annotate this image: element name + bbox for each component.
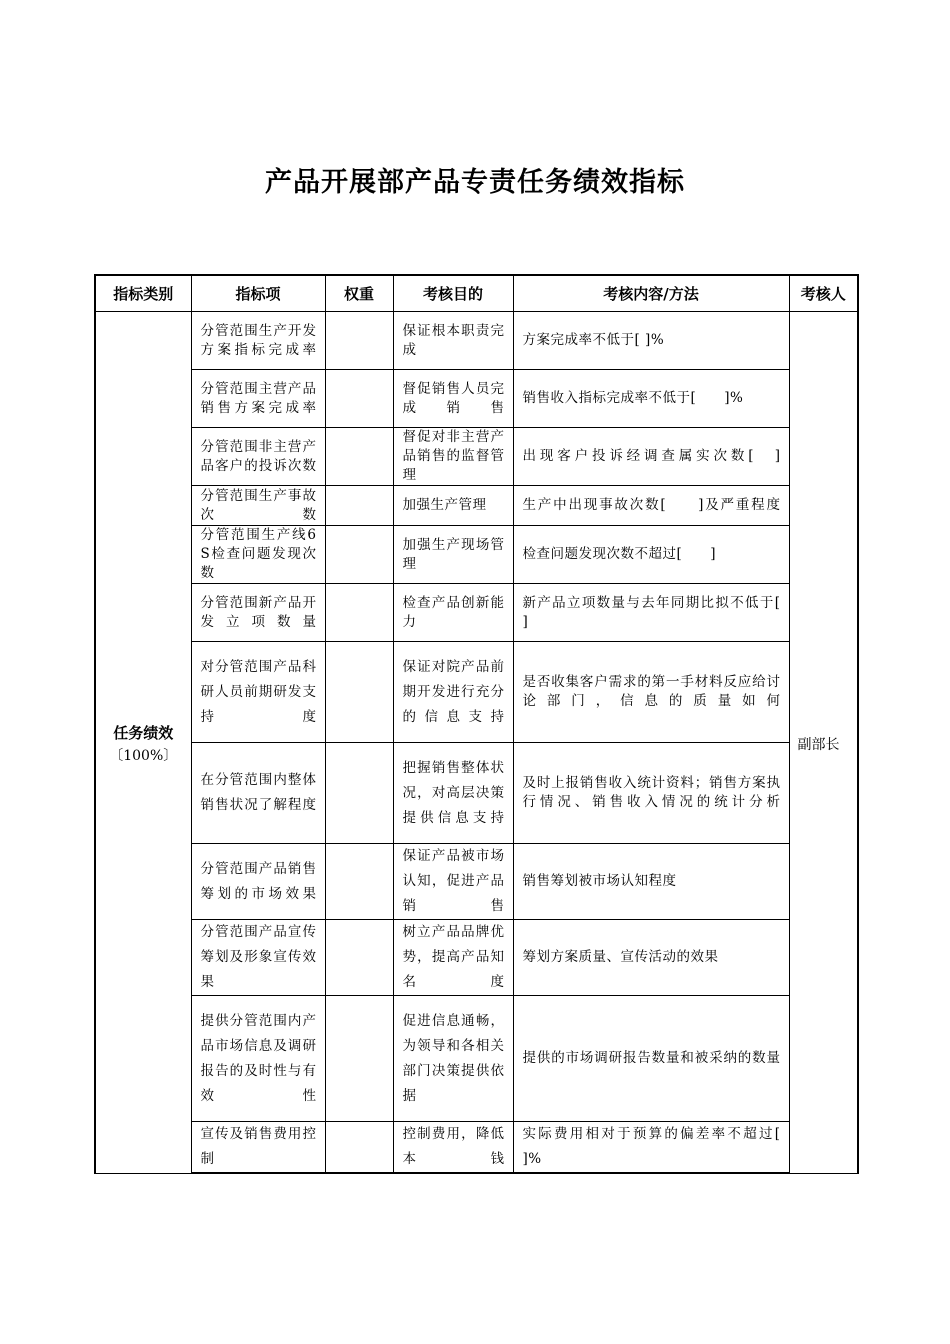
- indicator-item: 对分管范围产品科研人员前期研发支持度: [191, 642, 325, 743]
- table-row: [95, 486, 858, 526]
- table-row: [95, 370, 858, 428]
- assessment-purpose: 保证对院产品前期开发进行充分的信息支持: [393, 642, 513, 743]
- assessment-method: 销售收入指标完成率不低于[ ]%: [513, 370, 789, 428]
- weight-cell: [325, 584, 393, 642]
- indicator-item: 分管范围主营产品销售方案完成率: [191, 370, 325, 428]
- weight-cell: [325, 743, 393, 844]
- indicator-item: 分管范围产品宣传筹划及形象宣传效果: [191, 920, 325, 996]
- assessment-purpose: 督促销售人员完成销售: [393, 370, 513, 428]
- table-row: [95, 996, 858, 1122]
- assessment-purpose: 检查产品创新能力: [393, 584, 513, 642]
- indicator-item: 分管范围产品销售筹划的市场效果: [191, 844, 325, 920]
- indicator-item: 宣传及销售费用控制: [191, 1122, 325, 1174]
- assessor-cell: 副部长: [789, 312, 858, 1174]
- category-cell: [95, 312, 191, 1174]
- weight-cell: [325, 920, 393, 996]
- assessment-purpose: 促进信息通畅，为领导和各相关部门决策提供依据: [393, 996, 513, 1122]
- assessment-purpose: 督促对非主营产品销售的监督管理: [393, 428, 513, 486]
- header-method: 考核内容/方法: [513, 275, 789, 312]
- assessment-method: 销售筹划被市场认知程度: [513, 844, 789, 920]
- table-row: [95, 743, 858, 844]
- table-row: [95, 920, 858, 996]
- table-row: [95, 428, 858, 486]
- indicator-item: 分管范围新产品开发立项数量: [191, 584, 325, 642]
- table-row: [95, 844, 858, 920]
- header-purpose: 考核目的: [393, 275, 513, 312]
- category-name: 任务绩效: [113, 724, 174, 743]
- assessment-method: 筹划方案质量、宣传活动的效果: [513, 920, 789, 996]
- table-row: [95, 526, 858, 584]
- assessment-method: 生产中出现事故次数[ ]及严重程度: [513, 486, 789, 526]
- weight-cell: [325, 486, 393, 526]
- indicator-item: 分管范围生产事故次数: [191, 486, 325, 526]
- weight-cell: [325, 1122, 393, 1174]
- assessment-method: 新产品立项数量与去年同期比拟不低于[ ]: [513, 584, 789, 642]
- assessment-purpose: 加强生产管理: [393, 486, 513, 526]
- assessment-purpose: 树立产品品牌优势，提高产品知名度: [393, 920, 513, 996]
- indicator-item: 分管范围生产线6S检查问题发现次数: [191, 526, 325, 584]
- assessment-method: 出现客户投诉经调查属实次数[ ]: [513, 428, 789, 486]
- weight-cell: [325, 370, 393, 428]
- assessment-method: 提供的市场调研报告数量和被采纳的数量: [513, 996, 789, 1122]
- assessment-purpose: 加强生产现场管理: [393, 526, 513, 584]
- weight-cell: [325, 312, 393, 370]
- table-row: [95, 312, 858, 370]
- assessment-method: 实际费用相对于预算的偏差率不超过[ ]%: [513, 1122, 789, 1174]
- table-row: [95, 642, 858, 743]
- weight-cell: [325, 428, 393, 486]
- table-header-row: [95, 275, 858, 312]
- assessment-purpose: 把握销售整体状况，对高层决策提供信息支持: [393, 743, 513, 844]
- table-row: [95, 1122, 858, 1174]
- table-row: [95, 584, 858, 642]
- header-category: 指标类别: [95, 275, 191, 312]
- assessment-method: 是否收集客户需求的第一手材料反应给讨论部门，信息的质量如何: [513, 642, 789, 743]
- indicator-item: 分管范围生产开发方案指标完成率: [191, 312, 325, 370]
- assessment-purpose: 保证产品被市场认知，促进产品销售: [393, 844, 513, 920]
- assessment-method: 方案完成率不低于[ ]%: [513, 312, 789, 370]
- assessment-purpose: 控制费用，降低本钱: [393, 1122, 513, 1174]
- weight-cell: [325, 844, 393, 920]
- weight-cell: [325, 642, 393, 743]
- indicator-item: 分管范围非主营产品客户的投诉次数: [191, 428, 325, 486]
- assessment-method: 检查问题发现次数不超过[ ]: [513, 526, 789, 584]
- header-assessor: 考核人: [789, 275, 858, 312]
- indicator-item: 提供分管范围内产品市场信息及调研报告的及时性与有效性: [191, 996, 325, 1122]
- page-title: 产品开展部产品专责任务绩效指标: [265, 167, 685, 198]
- indicator-item: 在分管范围内整体销售状况了解程度: [191, 743, 325, 844]
- weight-cell: [325, 526, 393, 584]
- assessment-purpose: 保证根本职责完成: [393, 312, 513, 370]
- header-item: 指标项: [191, 275, 325, 312]
- weight-cell: [325, 996, 393, 1122]
- category-weight: 〔100%〕: [109, 748, 178, 765]
- performance-indicator-table: [94, 274, 859, 1174]
- assessment-method: 及时上报销售收入统计资料；销售方案执行情况、销售收入情况的统计分析: [513, 743, 789, 844]
- header-weight: 权重: [325, 275, 393, 312]
